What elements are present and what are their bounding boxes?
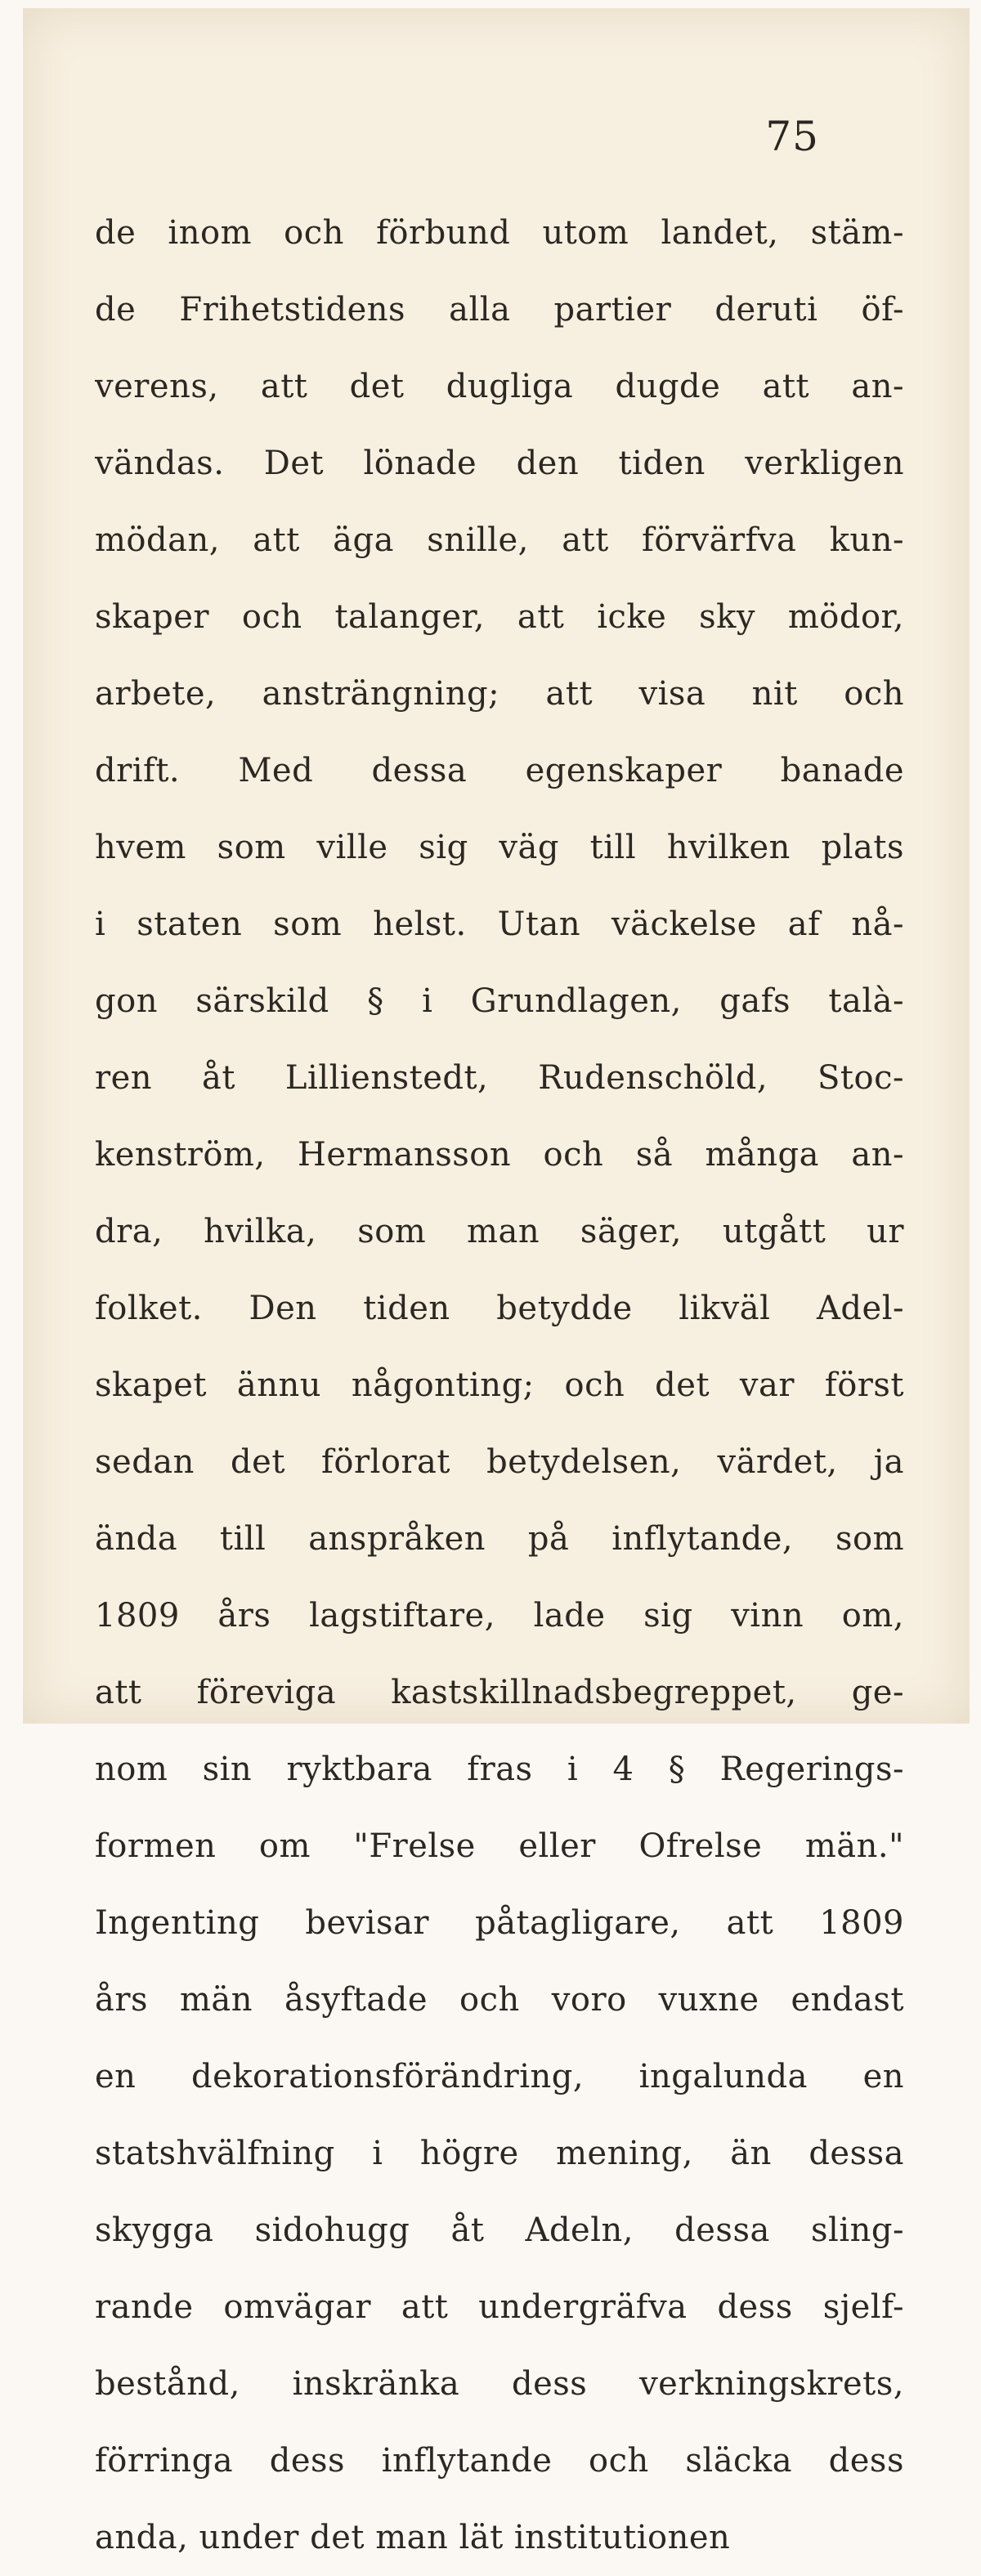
text-line: formen om "Frelse eller Ofrelse män." <box>95 1827 904 1865</box>
text-line: 1809 års lagstiftare, lade sig vinn om, <box>95 1597 904 1635</box>
text-line: bestånd, inskränka dess verkningskrets, <box>95 2365 904 2403</box>
text-line: verens, att det dugliga dugde att an- <box>95 368 904 405</box>
text-line: rande omvägar att undergräfva dess sjelf- <box>95 2288 904 2326</box>
text-line: sedan det förlorat betydelsen, värdet, ja <box>95 1443 904 1481</box>
text-line: arbete, ansträngning; att visa nit och <box>95 675 904 713</box>
text-line: ända till anspråken på inflytande, som <box>95 1520 904 1558</box>
text-line: dra, hvilka, som man säger, utgått ur <box>95 1213 904 1250</box>
book-page <box>23 8 970 2556</box>
text-line: mödan, att äga snille, att förvärfva kun- <box>95 521 904 559</box>
text-line: hvem som ville sig väg till hvilken plats <box>95 829 904 866</box>
text-line: nom sin ryktbara fras i 4 § Regerings- <box>95 1751 904 1788</box>
text-line: skaper och talanger, att icke sky mödor, <box>95 598 904 636</box>
text-line: en dekorationsförändring, ingalunda en <box>95 2058 904 2095</box>
text-line: ren åt Lillienstedt, Rudenschöld, Stoc- <box>95 1059 904 1097</box>
text-line: i staten som helst. Utan väckelse af nå- <box>95 906 904 943</box>
text-line: Ingenting bevisar påtagligare, att 1809 <box>95 1904 904 1942</box>
body-text <box>95 195 904 2576</box>
text-line: anda, under det man lät institutionen <box>95 2519 731 2556</box>
text-line: gon särskild § i Grundlagen, gafs talà- <box>95 982 904 1020</box>
text-line: kenström, Hermansson och så många an- <box>95 1136 904 1174</box>
text-line: folket. Den tiden betydde likväl Adel- <box>95 1290 904 1327</box>
text-line: drift. Med dessa egenskaper banade <box>95 752 904 789</box>
text-line: vändas. Det lönade den tiden verkligen <box>95 445 904 482</box>
text-line: de Frihetstidens alla partier deruti öf- <box>95 291 904 329</box>
text-line: att föreviga kastskillnadsbegreppet, ge- <box>95 1674 904 1711</box>
text-line: statshvälfning i högre mening, än dessa <box>95 2135 904 2172</box>
page-number: 75 <box>765 113 819 160</box>
text-line: de inom och förbund utom landet, stäm- <box>95 214 904 252</box>
text-line: skygga sidohugg åt Adeln, dessa sling- <box>95 2212 904 2249</box>
text-line: skapet ännu någonting; och det var först <box>95 1366 904 1404</box>
text-line: förringa dess inflytande och släcka dess <box>95 2442 904 2480</box>
text-line: års män åsyftade och voro vuxne endast <box>95 1981 904 2019</box>
